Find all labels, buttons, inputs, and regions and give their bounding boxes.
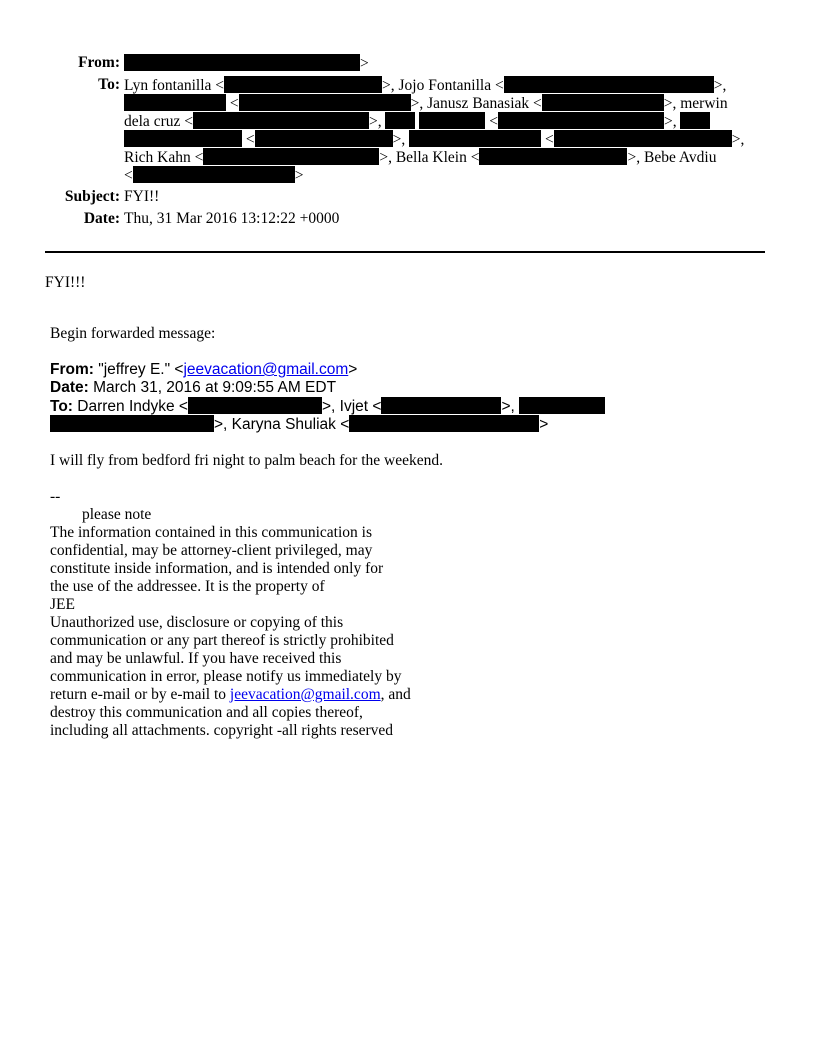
redaction-bar xyxy=(124,54,360,71)
redaction-bar xyxy=(385,112,415,129)
fwd-from-label: From: xyxy=(50,361,94,378)
to-line-5: Rich Kahn < >, Bella Klein < >, Bebe Avdiu xyxy=(124,149,717,166)
redaction-bar xyxy=(124,94,226,111)
fwd-from-row: From: "jeffrey E." <jeevacation@gmail.com> xyxy=(50,361,358,378)
redaction-bar xyxy=(50,415,214,432)
fwd-to-row: To: Darren Indyke < >, Ivjet < >, xyxy=(50,397,605,416)
date-label: Date: xyxy=(83,210,120,227)
disclaimer-line: communication in error, please notify us immediately by xyxy=(50,668,402,685)
fwd-date-row xyxy=(50,379,336,397)
message-text: I will fly from bedford fri night to palm beach for the weekend. xyxy=(50,452,443,469)
signature-note: please note xyxy=(82,506,152,523)
fwd-date-value: March 31, 2016 at 9:09:55 AM EDT xyxy=(93,379,337,396)
fwd-date-label: Date: xyxy=(50,379,89,396)
from-label: From: xyxy=(78,54,120,71)
redaction-bar xyxy=(239,94,411,111)
disclaimer-line: constitute inside information, and is intended only for xyxy=(50,560,384,577)
subject-value: FYI!! xyxy=(124,188,160,205)
redaction-bar xyxy=(504,76,714,93)
disclaimer-email-link[interactable]: jeevacation@gmail.com xyxy=(229,686,381,703)
header-divider xyxy=(45,251,765,253)
fwd-to-label: To: xyxy=(50,398,73,415)
disclaimer-line: return e-mail or by e-mail to jeevacation@gmail.com, and xyxy=(50,686,411,703)
redaction-bar xyxy=(419,112,485,129)
to-line-2: < >, Janusz Banasiak < >, merwin xyxy=(124,94,728,113)
disclaimer-line: communication or any part thereof is strictly prohibited xyxy=(50,632,394,649)
redaction-bar xyxy=(193,112,369,129)
redaction-bar xyxy=(498,112,664,129)
redaction-bar xyxy=(479,148,627,165)
redaction-bar xyxy=(133,166,295,183)
redaction-bar xyxy=(381,397,501,414)
redaction-bar xyxy=(349,415,539,432)
redaction-bar xyxy=(409,130,541,147)
signature-dash: -- xyxy=(50,488,61,505)
disclaimer-line: Unauthorized use, disclosure or copying of this xyxy=(50,614,344,631)
fwd-to-row-2: >, Karyna Shuliak < > xyxy=(50,415,548,434)
disclaimer-line: confidential, may be attorney-client privileged, may xyxy=(50,542,373,559)
forward-intro: Begin forwarded message: xyxy=(50,325,216,342)
redaction-bar xyxy=(124,130,242,147)
disclaimer-line: the use of the addressee. It is the property of xyxy=(50,578,325,595)
intro-text: FYI!!! xyxy=(45,274,86,291)
redaction-bar xyxy=(519,397,605,414)
disclaimer-line: destroy this communication and all copies thereof, xyxy=(50,704,363,721)
redaction-bar xyxy=(255,130,393,147)
redaction-bar xyxy=(203,148,379,165)
redaction-bar xyxy=(680,112,710,129)
to-line-3: dela cruz < >, < >, xyxy=(124,112,710,131)
to-line-1: Lyn fontanilla < >, Jojo Fontanilla < >, xyxy=(124,77,727,94)
to-line-4: < >, < >, xyxy=(124,130,744,149)
date-value: Thu, 31 Mar 2016 13:12:22 +0000 xyxy=(124,210,340,227)
disclaimer-line: JEE xyxy=(50,596,75,613)
disclaimer-line: and may be unlawful. If you have received this xyxy=(50,650,342,667)
from-value: > xyxy=(124,54,369,73)
redaction-bar xyxy=(542,94,664,111)
to-line-6: < > xyxy=(124,167,304,184)
redaction-bar xyxy=(224,76,382,93)
disclaimer xyxy=(50,524,411,740)
disclaimer-line: including all attachments. copyright -all rights reserved xyxy=(50,722,394,739)
fwd-from-email-link[interactable]: jeevacation@gmail.com xyxy=(183,361,349,378)
subject-label: Subject: xyxy=(64,188,120,205)
disclaimer-line: The information contained in this communication is xyxy=(50,524,372,541)
redaction-bar xyxy=(554,130,732,147)
to-label: To: xyxy=(98,76,120,93)
redaction-bar xyxy=(188,397,322,414)
